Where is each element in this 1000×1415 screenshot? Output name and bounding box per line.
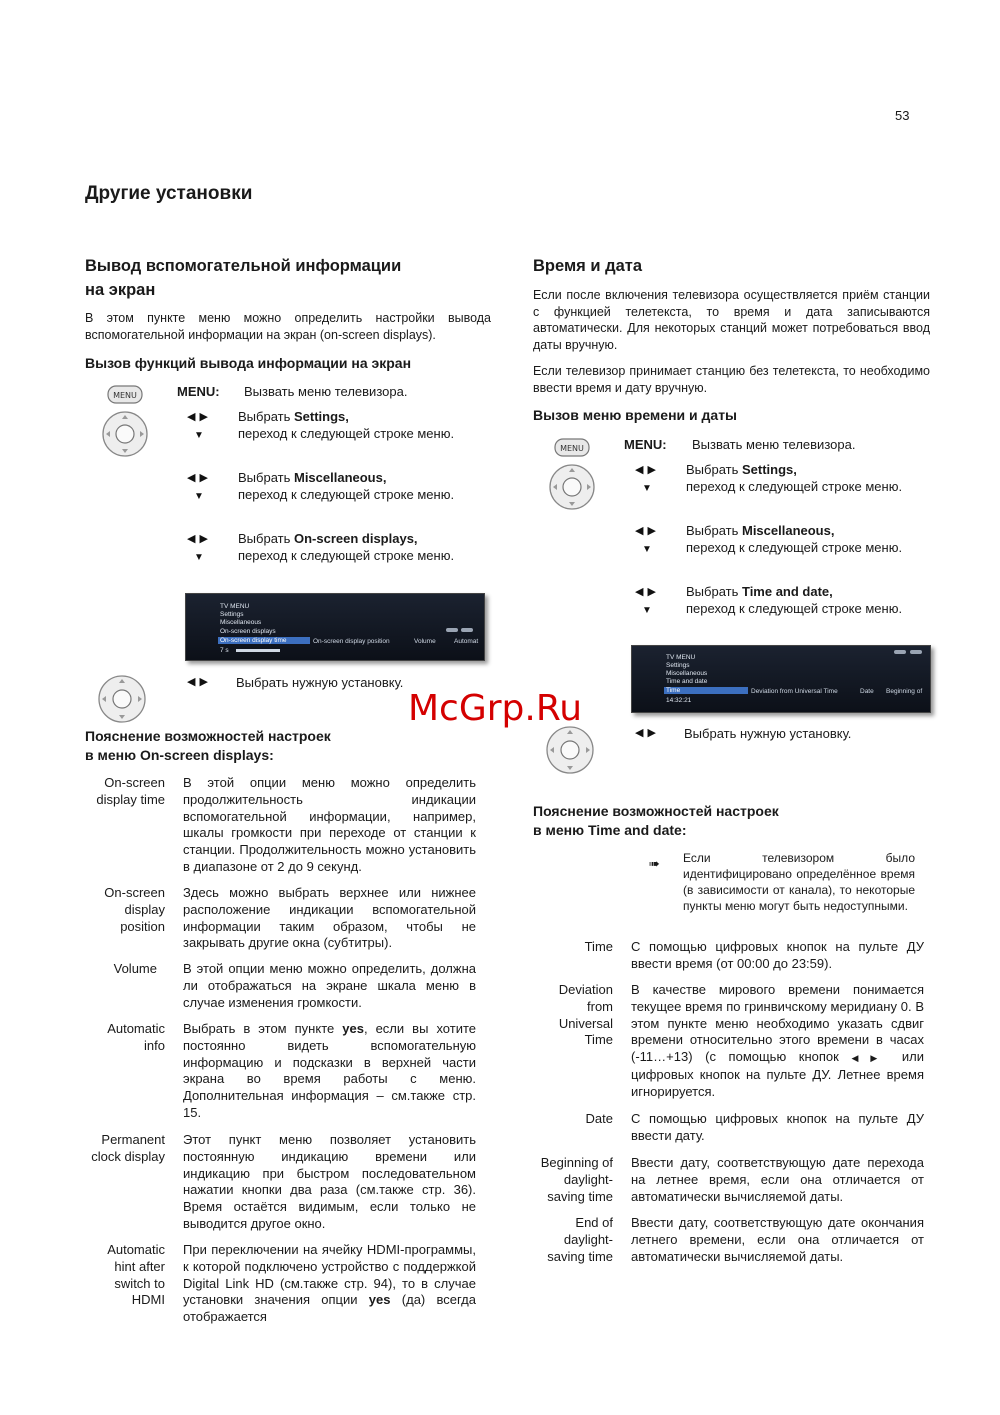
left-right-arrows-icon: ◀▶ [187,533,212,545]
svg-text:MENU: MENU [560,444,584,453]
term-osd-time: On-screen display time [96,775,165,807]
time-para-2: Если телевизор принимает станцию без телетекста, то необходимо ввести время и дату вручную. [533,364,930,395]
left-right-arrows-icon: ◀▶ [187,676,212,688]
note-text: Если телевизором было идентифицировано определённое время (в зависимости от канала), то некоторые пункты меню могут быть недоступными. [683,851,915,913]
note-arrow-icon: ➠ [649,856,660,871]
explanation-title-line: в меню On-screen displays: [85,747,274,763]
down-arrow-icon: ▼ [194,552,204,563]
page-number: 53 [895,108,910,123]
section-title-time-date: Время и дата [533,257,643,275]
step-post: переход к следующей строке меню. [686,601,903,616]
tv-selected-item: Time [664,687,748,694]
desc-dst-end: Ввести дату, соответствующую дате окончания летнего времени, если она отличается от автоматически вычисляемой даты. [631,1215,924,1264]
tv-column: Volume [414,638,436,645]
desc-text: , если вы хотите постоянно видеть вспомогательную информацию и подсказки в верхней части экрана во время работы с меню. Дополнительная информация – см.также стр. 15. [183,1021,476,1120]
step-time-date [686,583,916,617]
tv-line: TV MENU [220,603,250,610]
tv-line: Time and date [666,678,708,685]
tv-value: 14:32:21 [666,697,692,704]
step-post: переход к следующей строке меню. [238,548,455,563]
step-settings [686,461,916,495]
step-bold: On-screen displays, [293,531,418,546]
term-time: Time [584,939,613,954]
step-settings [238,408,468,442]
desc-text: (да) всегда отображается [183,1292,476,1325]
step-final-left: Выбрать нужную установку. [236,675,404,690]
step-pre: Выбрать [686,462,742,477]
page-title: Другие установки [85,183,253,204]
desc-hdmi-hint [183,1242,476,1326]
step-post: переход к следующей строке меню. [686,479,903,494]
desc-bold: yes [342,1021,364,1036]
subheading-osd-call: Вызов функций вывода информации на экран [85,355,412,371]
tv-column: Deviation from Universal Time [751,688,838,695]
down-arrow-icon: ▼ [642,483,652,494]
step-miscellaneous [238,469,468,503]
step-post: переход к следующей строке меню. [686,540,903,555]
left-right-arrows-icon: ◀▶ [635,464,660,476]
tv-menu-screenshot [631,645,931,713]
menu-key: MENU: [177,384,220,399]
tv-column: Date [860,688,874,695]
tv-column: Automat [454,638,479,645]
left-right-arrows-icon: ◀▶ [187,472,212,484]
step-pre: Выбрать [238,470,294,485]
left-right-arrows-icon: ◀▶ [187,411,212,423]
tv-column: Beginning of [886,688,923,695]
term-dst-begin: Beginning of daylight-saving time [540,1155,613,1204]
step-pre: Выбрать [686,523,742,538]
watermark-logo: McGrp.Ru [408,688,583,729]
tv-button-pill [910,650,922,654]
tv-button-pill [446,628,458,632]
desc-osd-time: В этой опции меню можно определить продолжительность индикации вспомогательной информации, например, шкалы громкости при переходе от станции к станции. Продолжительность можно установить в диапазоне от 2 до 9 секунд. [183,775,476,874]
term-date: Date [585,1111,613,1126]
menu-key: MENU: [624,437,667,452]
menu-key-label [177,383,220,400]
term-dst-end: End of daylight-saving time [547,1215,613,1264]
step-bold: Miscellaneous, [293,470,387,485]
section-title-line: на экран [85,281,156,299]
step-bold: Settings, [741,462,797,477]
step-bold: Settings, [293,409,349,424]
left-right-arrows-icon: ◀▶ [635,586,660,598]
desc-time: С помощью цифровых кнопок на пульте ДУ ввести время (от 00:00 до 23:59). [631,939,924,971]
tv-line: On-screen displays [220,628,276,635]
tv-menu-screenshot [185,593,485,661]
left-right-arrows-icon: ◀▶ [851,1053,890,1064]
section-title-osd [85,254,401,302]
explanation-title-time [533,802,779,840]
term-automatic-info: Automatic info [107,1021,165,1053]
step-post: переход к следующей строке меню. [238,426,455,441]
desc-osd-position: Здесь можно выбрать верхнее или нижнее расположение индикации вспомогательной информации таким образом, чтобы не закрывать другие окна (субтитры). [183,885,476,951]
desc-volume: В этой опции меню можно определить, должна ли отображаться на экране шкала меню в случае изменения громкости. [183,961,476,1010]
remote-dpad-icon [545,725,597,777]
explanation-title-line: Пояснение возможностей настроек [85,728,331,744]
menu-key-desc: Вызвать меню телевизора. [692,437,856,452]
section-title-line: Вывод вспомогательной информации [85,257,402,275]
step-final-right: Выбрать нужную установку. [684,726,852,741]
svg-text:MENU: MENU [113,391,137,400]
down-arrow-icon: ▼ [194,430,204,441]
tv-slider-bar [236,649,280,652]
remote-dpad-icon [97,674,149,726]
down-arrow-icon: ▼ [642,605,652,616]
term-volume: Volume [113,961,157,976]
explanation-title-line: Пояснение возможностей настроек [533,803,779,819]
menu-key-desc: Вызвать меню телевизора. [244,384,408,399]
tv-column: On-screen display position [313,638,390,645]
explanation-title-osd [85,727,331,765]
intro-text: В этом пункте меню можно определить настройки вывода вспомогательной информации на экран (on-screen displays). [85,311,491,342]
desc-automatic-info [183,1021,476,1122]
desc-text: В качестве мирового времени понимается текущее время по гринвичскому меридиану 0. В этом пункте меню необходимо указать сдвиг времени относительно этого времени в часах (-11…+13) (с помощью кнопок [631,982,924,1065]
remote-menu-icon [100,383,156,459]
desc-text: или цифровых кнопок на пульте ДУ. Летнее время игнорируется. [631,1049,924,1099]
desc-date: С помощью цифровых кнопок на пульте ДУ ввести дату. [631,1111,924,1143]
explanation-title-line: в меню Time and date: [533,822,687,838]
tv-line: Miscellaneous [220,619,262,626]
term-permanent-clock: Permanent clock display [91,1132,165,1164]
term-hdmi-hint: Automatic hint after switch to HDMI [107,1242,165,1308]
step-pre: Выбрать [238,531,294,546]
down-arrow-icon: ▼ [194,491,204,502]
desc-text: Выбрать в этом пункте [183,1021,343,1036]
tv-line: TV MENU [666,654,696,661]
tv-button-pill [461,628,473,632]
desc-text: При переключении на ячейку HDMI-программы, к которой подключено устройство с поддержкой Digital Link HD (см.также стр. 94), то в случае установки значения опции [183,1242,476,1308]
step-osd [238,530,468,564]
left-right-arrows-icon: ◀▶ [635,525,660,537]
remote-menu-icon [547,436,603,512]
step-pre: Выбрать [686,584,742,599]
tv-line: Settings [220,611,244,618]
left-right-arrows-icon: ◀▶ [635,727,660,739]
step-miscellaneous [686,522,916,556]
down-arrow-icon: ▼ [642,544,652,555]
term-deviation: Deviation from Universal Time [558,982,613,1048]
time-para-1: Если после включения телевизора осуществляется приём станции с функцией телетекста, то время и дата записываются автоматически. Для некоторых станций может потребоваться ввод даты вручную. [533,288,930,352]
step-bold: Time and date, [741,584,833,599]
desc-bold: yes [368,1292,391,1308]
tv-selected-item: On-screen display time [218,637,310,644]
step-bold: Miscellaneous, [741,523,835,538]
step-pre: Выбрать [238,409,294,424]
tv-value: 7 s [220,647,229,654]
subheading-time-call: Вызов меню времени и даты [533,407,738,423]
desc-dst-begin: Ввести дату, соответствующую дате перехода на летнее время, если она отличается от автоматически вычисляемой даты. [631,1155,924,1204]
tv-line: Settings [666,662,690,669]
menu-key-label [624,436,667,453]
step-post: переход к следующей строке меню. [238,487,455,502]
tv-button-pill [894,650,906,654]
desc-deviation [631,982,924,1101]
term-osd-position: On-screen display position [104,885,165,934]
tv-line: Miscellaneous [666,670,708,677]
desc-permanent-clock: Этот пункт меню позволяет установить постоянную индикацию времени или индикацию при быстром последовательном нажатии кнопки два раза (см.также стр. 36). Время остаётся видимым, если только не выводится другое окно. [183,1132,476,1231]
